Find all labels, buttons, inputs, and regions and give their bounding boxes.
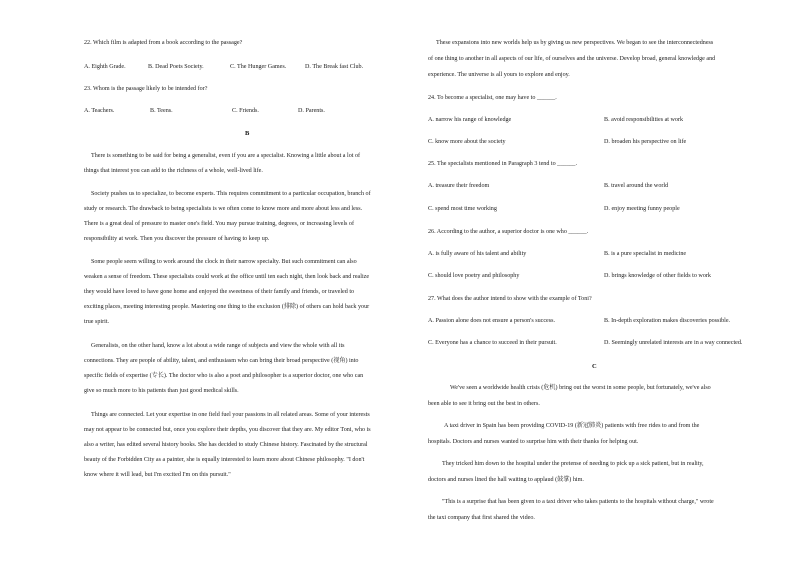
q24-option-b: B. avoid responsibilities at work bbox=[604, 117, 684, 123]
q27-option-a: A. Passion alone does not ensure a person's success. bbox=[428, 318, 556, 324]
paragraph-line: A taxi driver in Spain has been providing COVID-19 (新冠肺炎) patients with free rides to and from the bbox=[444, 423, 700, 429]
paragraph-line: experience. The universe is all yours to explore and enjoy. bbox=[428, 72, 570, 78]
paragraph-line: Society pushes us to specialize, to become experts. This requires commitment to a particular occupation, branch of bbox=[91, 191, 371, 197]
paragraph-line: There is a great deal of pressure to master one's field. You may pursue training, degrees, or increasing levels of bbox=[84, 221, 354, 227]
q27-option-b: B. In-depth exploration makes discoveries possible. bbox=[604, 318, 731, 324]
paragraph-line: study or research. The drawback to being specialists is we often come to know more and more about less and less. bbox=[84, 206, 363, 212]
paragraph-line: been able to see it bring out the best in others. bbox=[428, 401, 540, 407]
paragraph-line: connections. They are people of ability, talent, and enthusiasm who can bring their broad perspective (视角) into bbox=[84, 358, 359, 364]
question-24-stem: 24. To become a specialist, one may have to ______. bbox=[428, 95, 557, 101]
paragraph-line: We've seen a worldwide health crisis (危机) bring out the worst in some people, but fortunately, we've also bbox=[450, 385, 711, 391]
q25-option-a: A. treasure their freedom bbox=[428, 183, 490, 189]
q22-option-b: B. Dead Poets Society. bbox=[148, 64, 204, 70]
paragraph-line: There is something to be said for being a generalist, even if you are a specialist. Knowing a little about a lot of bbox=[91, 153, 361, 159]
paragraph-line: They tricked him down to the hospital under the pretense of needing to pick up a sick patient, but in reality, bbox=[442, 461, 704, 467]
paragraph-line: the taxi company that first shared the video. bbox=[428, 515, 535, 521]
paragraph-line: of one thing to another in all aspects of our life, of ourselves and the universe. Develop broad, general knowledge and bbox=[428, 56, 716, 62]
q24-option-c: C. know more about the society bbox=[428, 139, 506, 145]
paragraph-line: beauty of the Forbidden City as a painter, she is equally interested to learn more about Chinese philosophy. "I don't bbox=[84, 457, 365, 463]
paragraph-line: Generalists, on the other hand, know a lot about a wide range of subjects and view the whole with all its bbox=[91, 343, 345, 349]
paragraph-line: Some people seem willing to work around the clock in their narrow specialty. But such commitment can also bbox=[91, 259, 357, 265]
q26-option-c: C. should love poetry and philosophy bbox=[428, 273, 520, 279]
paragraph-line: they would have loved to have gone home and enjoyed the sweetness of their family and friends, or traveled to bbox=[84, 289, 355, 295]
q23-option-a: A. Teachers. bbox=[84, 108, 115, 114]
paragraph-line: weaken a sense of freedom. These specialists could work at the office until ten each night, then look back and realize bbox=[84, 274, 370, 280]
paragraph-line: exciting places, meeting interesting people. Mastering one thing to the exclusion (排除) of others can hold back your bbox=[84, 304, 370, 310]
question-25-stem: 25. The specialists mentioned in Paragraph 3 tend to ______. bbox=[428, 161, 577, 167]
paragraph-line: "This is a surprise that has been given to a taxi driver who takes patients to the hospitals without charge," wrote bbox=[442, 499, 714, 505]
q25-option-d: D. enjoy meeting funny people bbox=[604, 206, 680, 212]
q26-option-b: B. is a pure specialist in medicine bbox=[604, 251, 687, 257]
question-26-stem: 26. According to the author, a superior doctor is one who ______. bbox=[428, 229, 589, 235]
q26-option-d: D. brings knowledge of other fields to work bbox=[604, 273, 711, 279]
question-23-stem: 23. Whom is the passage likely to be intended for? bbox=[84, 86, 208, 92]
q24-option-d: D. broaden his perspective on life bbox=[604, 139, 687, 145]
q26-option-a: A. is fully aware of his talent and ability bbox=[428, 251, 527, 257]
paragraph-line: true spirit. bbox=[84, 319, 110, 325]
paragraph-line: hospitals. Doctors and nurses wanted to surprise him with their thanks for helping out. bbox=[428, 439, 639, 445]
paragraph-line: may not appear to be connected but, once you explore their depths, you discover that they are. My editor Toni, who is bbox=[84, 427, 371, 433]
section-c-heading: C bbox=[592, 363, 597, 370]
paragraph-line: things that interest you can add to the richness of a whole, well-lived life. bbox=[84, 168, 263, 174]
paragraph-line: Things are connected. Let your expertise in one field fuel your passions in all related areas. Some of your interests bbox=[91, 412, 370, 418]
paragraph-line: specific fields of expertise (专长). The doctor who is also a poet and philosopher is a superior doctor, one who can bbox=[84, 373, 364, 379]
q23-option-c: C. Friends. bbox=[232, 108, 259, 114]
paragraph-line: doctors and nurses lined the hall waiting to applaud (鼓掌) him. bbox=[428, 477, 584, 483]
q23-option-d: D. Parents. bbox=[298, 108, 325, 114]
q25-option-c: C. spend most time working bbox=[428, 206, 497, 212]
paragraph-line: also a writer, has edited several history books. She has decided to study Chinese history. Fascinated by the structural bbox=[84, 442, 368, 448]
q25-option-b: B. travel around the world bbox=[604, 183, 669, 189]
paragraph-line: These expansions into new worlds help us by giving us new perspectives. We began to see the interconnectedness bbox=[436, 40, 714, 46]
q22-option-c: C. The Hunger Games. bbox=[230, 64, 287, 70]
q23-option-b: B. Teens. bbox=[150, 108, 173, 114]
q27-option-d: D. Seemingly unrelated interests are in a way connected. bbox=[604, 340, 743, 346]
q22-option-d: D. The Break fast Club. bbox=[305, 64, 364, 70]
paragraph-line: give so much more to his patients than just good medical skills. bbox=[84, 388, 239, 394]
question-27-stem: 27. What does the author intend to show with the example of Toni? bbox=[428, 296, 592, 302]
section-b-heading: B bbox=[245, 130, 250, 137]
q24-option-a: A. narrow his range of knowledge bbox=[428, 117, 512, 123]
q22-option-a: A. Eighth Grade. bbox=[84, 64, 126, 70]
paragraph-line: responsibility at work. Then you discover the pressure of having to keep up. bbox=[84, 236, 270, 242]
q27-option-c: C. Everyone has a chance to succeed in their pursuit. bbox=[428, 340, 557, 346]
question-22-stem: 22. Which film is adapted from a book according to the passage? bbox=[84, 40, 243, 46]
paragraph-line: know where it will lead, but I'm excited I'm on this pursuit." bbox=[84, 472, 231, 478]
